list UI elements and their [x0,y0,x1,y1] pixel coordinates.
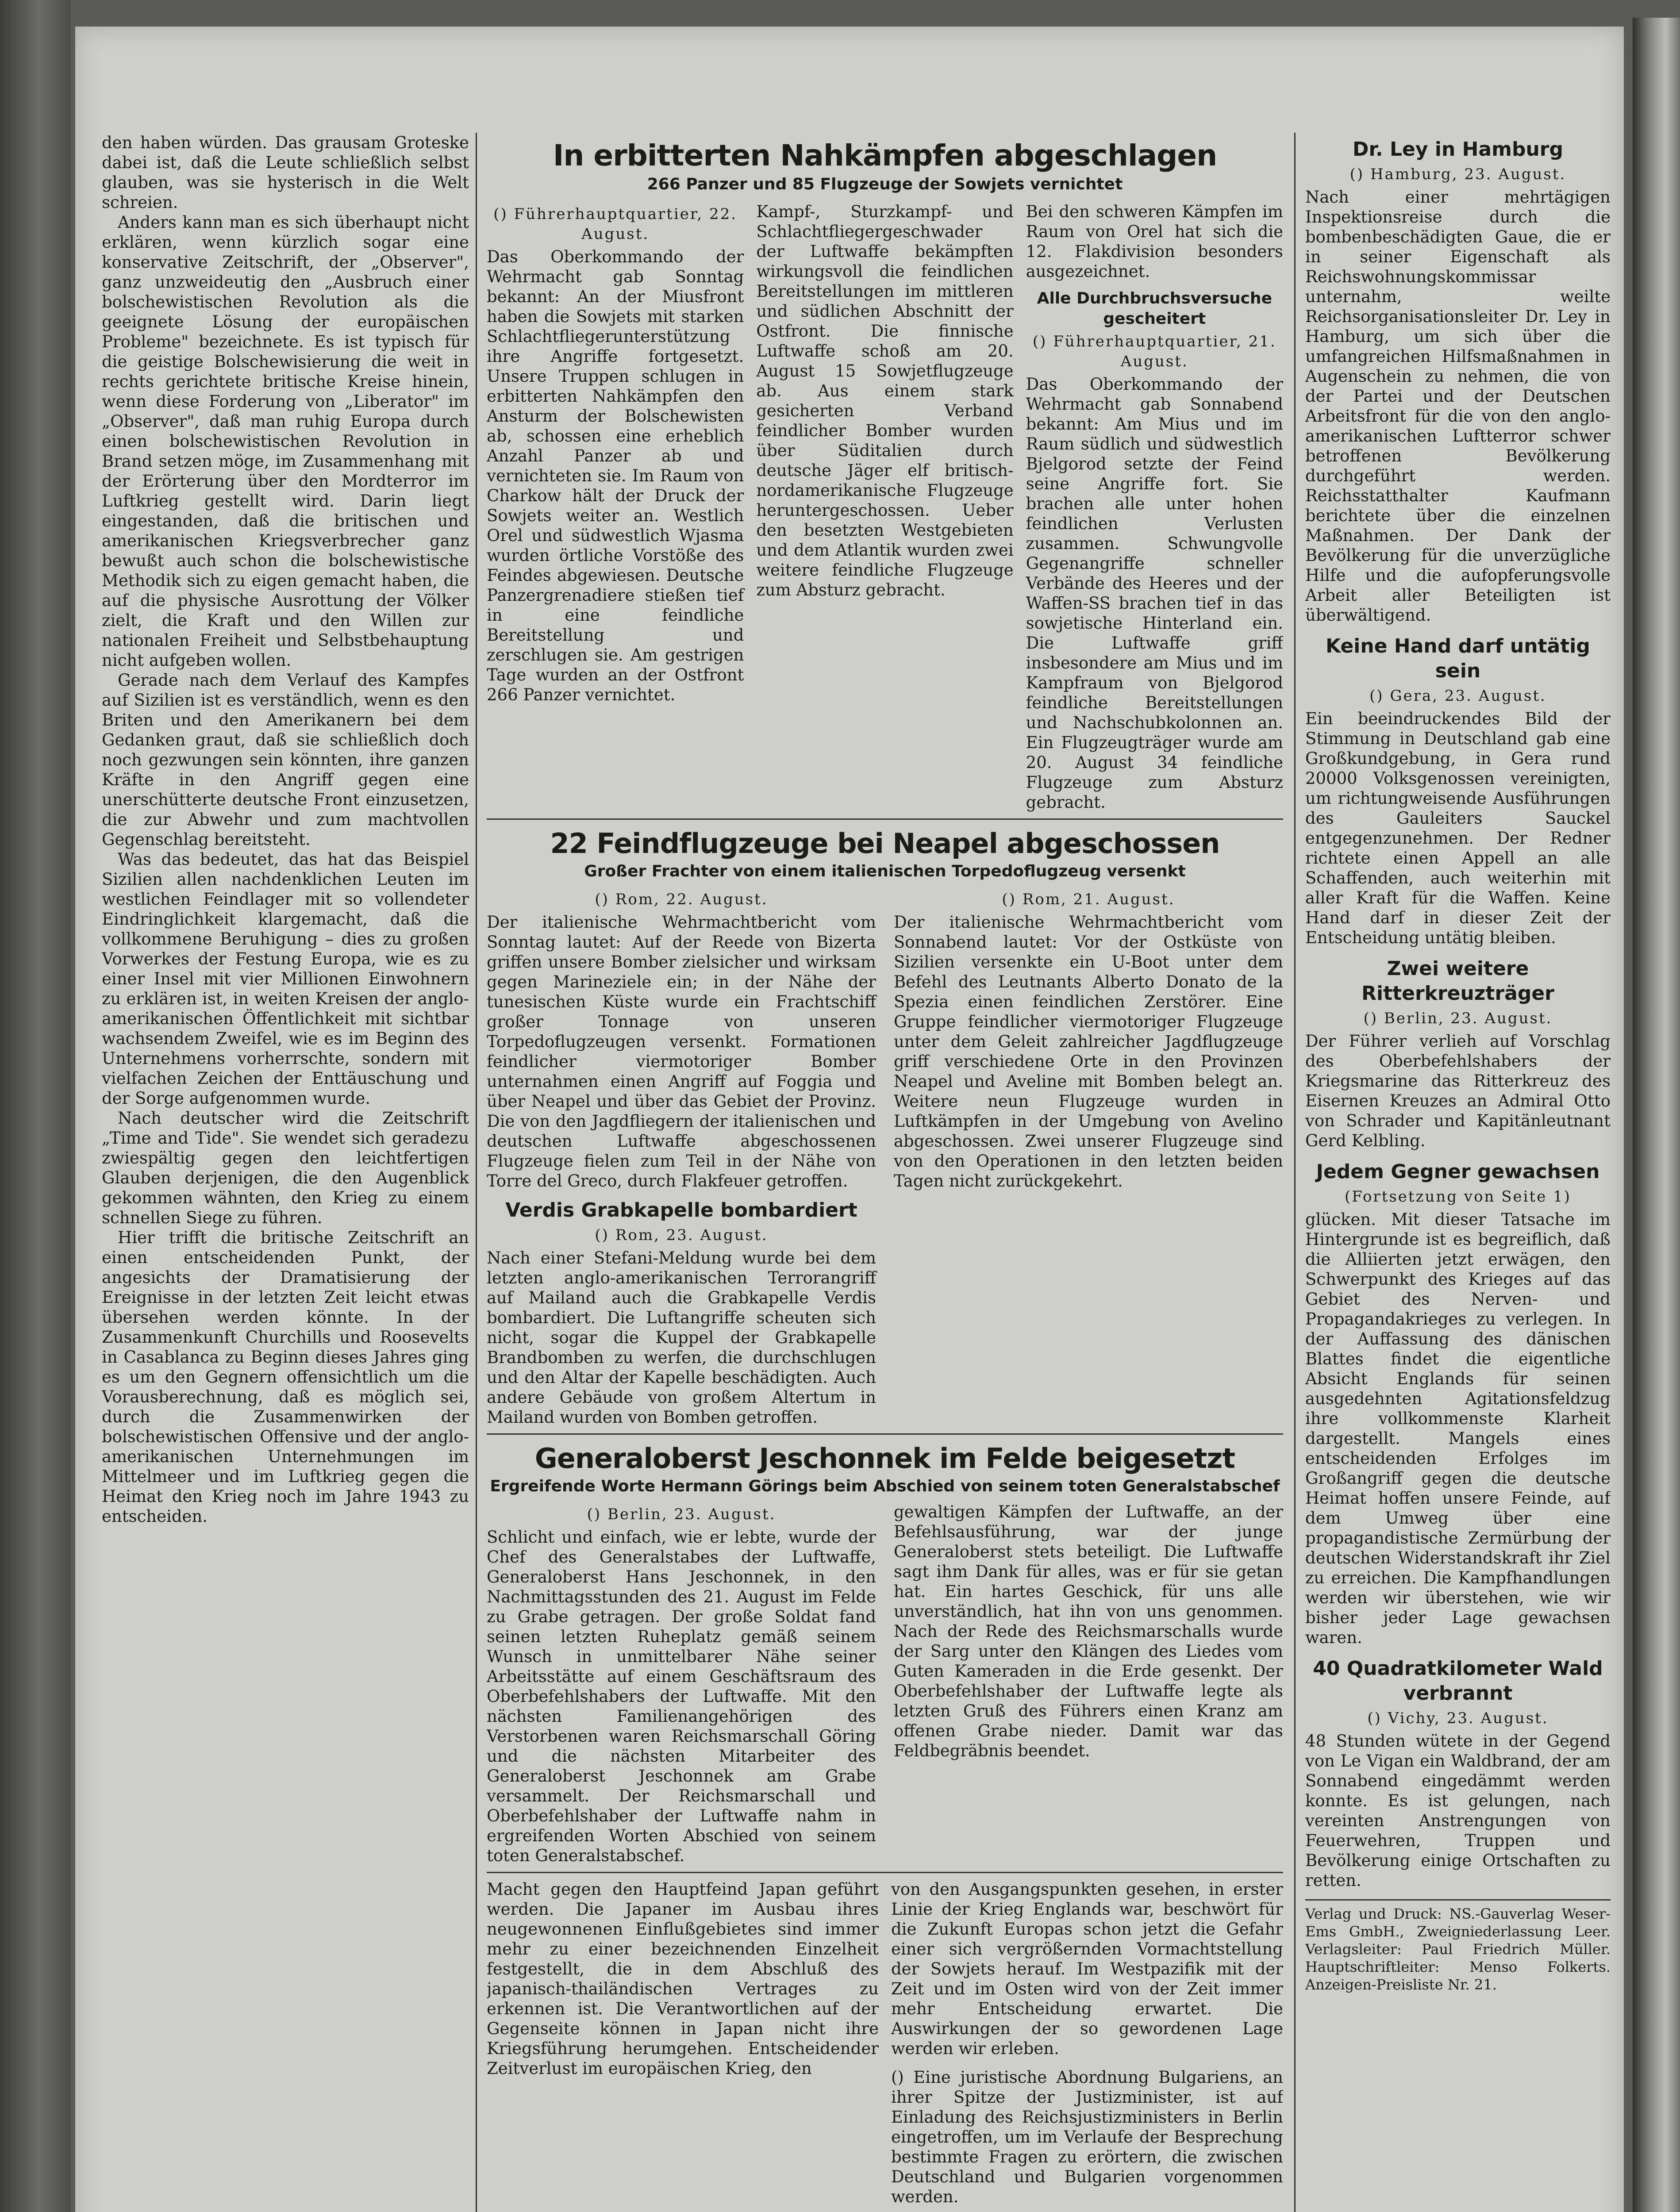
article-text: Der Führer verlieh auf Vorschlag des Oberbefehlshabers der Kriegsmarine das Ritterkreuz des Eisernen Kreuzes an Admiral Otto von Schrader und Kapitänleutnant Gerd Kelbling. [1305,1032,1611,1150]
headline-wald: 40 Quadratkilometer Wald verbrannt [1313,1657,1603,1705]
article-text: Bei den schweren Kämpfen im Raum von Orel hat sich die 12. Flakdivision besonders ausgezeichnet. [1026,202,1283,281]
article-text: Das Oberkommando der Wehrmacht gab Sonntag bekannt: An der Miusfront haben die Sowjets mit starken Schlachtfliegerunterstützung ihre Angriffe fortgesetzt. Unsere Truppen schlugen in erbitterten Nahkämpfen den Ansturm der Bolschewisten ab, schossen eine erheblich Anzahl Panzer ab und vernichteten sie. Im Raum von Charkow hält der Druck der Sowjets weiter an. Westlich Orel und südwestlich Wjasma wurden örtliche Vorstöße des Feindes abgewiesen. Deutsche Panzergrenadiere stießen tief in eine feindliche Bereitstellung und zerschlugen sie. Am gestrigen Tage wurden an der Ostfront 266 Panzer vernichtet. [487,247,744,704]
section-rule [487,818,1283,820]
article-text: von den Ausgangspunkten gesehen, in erster Linie der Krieg Englands war, beschwört für die Zukunft Europas schon jetzt die Gefahr einer sich vergrößernden Vormachtstellung der Sowjets herauf. Im Westpazifik mit der Zeit und im Osten wird von der Zeit immer mehr Entscheidung erwartet. Die Auswirkungen der so gewordenen Lage werden wir erleben. [891,1880,1283,2058]
headline-neapel: 22 Feindflugzeuge bei Neapel abgeschossen [550,827,1220,860]
article-text: Kampf-, Sturzkampf- und Schlachtfliegergeschwader der Luftwaffe bekämpften wirkungsvoll die feindlichen Bereitstellungen im mittleren und südlichen Abschnitt der Ostfront. Die finnische Luftwaffe schoß am 20. August 15 Sowjetflugzeuge ab. Aus einem stark gesicherten Verband feindlicher Bomber wurden über Süditalien durch deutsche Jäger elf britisch-nordamerikanische Flugzeuge heruntergeschossen. Ueber den besetzten Westgebieten und dem Atlantik wurden zwei weitere feindliche Flugzeuge zum Absturz gebracht. [756,202,1014,599]
imprint: Verlag und Druck: NS.-Gauverlag Weser-Ems GmbH., Zweigniederlassung Leer. Verlagsleiter: Paul Friedrich Müller. Hauptschriftleiter: Menso Folkerts. Anzeigen-Preisliste Nr. 21. [1305,1899,1611,1993]
column-rule [1294,133,1296,2212]
dateline: () Rom, 21. August. [1002,891,1175,908]
headline-nahkaempfe: In erbitterten Nahkämpfen abgeschlagen [553,138,1217,173]
headline-jeschonnek: Generaloberst Jeschonnek im Felde beigesetzt [534,1442,1235,1475]
left-paragraph: Nach deutscher wird die Zeitschrift „Time and Tide". Sie wendet sich geradezu zwiespältig gegen den leichtfertigen Glauben derjenigen, die den Augenblick gekommen wähnten, den Krieg zu einem schnellen Siege zu führen. [102,1109,469,1227]
subhead-durchbruch: Alle Durchbruchsversuche gescheitert [1037,289,1272,328]
section-rule [487,1872,1283,1873]
article-text: Der italienische Wehrmachtbericht vom Sonnabend lautet: Vor der Ostküste von Sizilien versenkte ein U-Boot unter dem Befehl des Leutnants Alberto Donato de la Spezia einen feindlichen Zerstörer. Eine Gruppe feindlicher viermotoriger Flugzeuge unter dem Geleit zahlreicher Jagdflugzeuge griff verschiedene Orte in den Provinzen Neapel und Aveline mit Bomben belegt an. Weitere neun Flugzeuge wurden in Luftkämpfen in der Umgebung von Avelino abgeschossen. Zwei unserer Flugzeuge sind von den Operationen in den letzten beiden Tagen nicht zurückgekehrt. [894,913,1283,1190]
column-rule [476,133,477,2212]
dateline: () Rom, 22. August. [595,891,768,908]
right-column [1305,137,1611,2212]
left-paragraph: Was das bedeutet, das hat das Beispiel Sizilien allen nachdenklichen Leuten im westlichen Feindlager mit so vollendeter Eindringlichkeit klargemacht, daß die vollkommene Beruhigung – dies zu großen Vorwerkes der Festung Europa, wie es zu einer Insel mit vier Millionen Einwohnern zu erklären ist, in weiten Kreisen der anglo-amerikanischen Öffentlichkeit mit sichtbar wachsendem Zweifel, wie es im Beginn des Unternehmens vorherrschte, sondern mit vielfachen Zeichen der Enttäuschung und der Sorge aufgenommen wurde. [102,850,469,1108]
article-text: Nach einer Stefani-Meldung wurde bei dem letzten anglo-amerikanischen Terrorangriff auf Mailand auch die Grabkapelle Verdis bombardiert. Die Luftangriffe scheuten sich nicht, sogar die Kuppel der Grabkapelle Brandbomben zu werfen, die durchschlugen und den Altar der Kapelle beschädigten. Auch andere Gebäude von großem Altertum in Mailand wurden von Bomben getroffen. [487,1248,876,1427]
left-column [102,133,469,2212]
dateline: () Führerhauptquartier, 21. August. [1032,333,1276,370]
headline-hand: Keine Hand darf untätig sein [1326,635,1590,682]
left-paragraph: Gerade nach dem Verlauf des Kampfes auf Sizilien ist es verständlich, wenn es den Briten und den Amerikanern bei dem Gedanken graut, daß sie schließlich doch noch gezwungen sein könnten, ihre ganzen Kräfte in den Angriff gegen eine unerschütterte deutsche Front einzusetzen, die zur Abwehr und zum machtvollen Gegenschlag bereitsteht. [102,671,469,849]
binder-strip [0,0,71,2212]
subhead-panzer: 266 Panzer und 85 Flugzeuge der Sowjets vernichtet [647,175,1123,193]
dateline: () Gera, 23. August. [1369,687,1546,705]
page-edge [1633,18,1680,2212]
dateline: () Hamburg, 23. August. [1349,165,1566,183]
section-rule [487,1433,1283,1435]
headline-gegner: Jedem Gegner gewachsen [1316,1160,1600,1183]
subhead-verdi: Verdis Grabkapelle bombardiert [505,1199,857,1221]
article-text: Der italienische Wehrmachtbericht vom Sonntag lautet: Auf der Reede von Bizerta griffen unsere Bomber zielsicher und wirksam gegen Marineziele ein; in der Nähe der tunesischen Küste wurde ein Frachtschiff großer Tonnage von unseren Torpedoflugzeugen versenkt. Formationen feindlicher viermotoriger Bomber unternahmen einen Angriff auf Foggia und über Neapel und über das Gebiet der Provinz. Die von den Jagdfliegern der italienischen und deutschen Luftwaffe abgeschossenen Flugzeuge fielen zum Teil in der Nähe von Torre del Greco, durch Flakfeuer getroffen. [487,913,876,1190]
article-text: glücken. Mit dieser Tatsache im Hintergrunde ist es begreiflich, daß die Alliierten jetzt erwägen, den Schwerpunkt des Krieges auf das Gebiet des Nerven- und Propagandakrieges zu verlegen. In der Auffassung des dänischen Blattes findet die eigentliche Absicht Englands für seinen ausgedehnten Agitationsfeldzug ihre vollkommenste Klarheit dargestellt. Mangels eines entscheidenden Erfolges im Großangriff gegen die deutsche Heimat hoffen unsere Feinde, auf dem Umweg über eine propagandistische Zermürbung der deutschen Widerstandskraft ihr Ziel zu erreichen. Die Kampfhandlungen werden wir überstehen, wie wir bisher jeder Lage gewachsen waren. [1305,1210,1611,1647]
dateline: () Berlin, 23. August. [587,1505,776,1523]
left-paragraph: den haben würden. Das grausam Groteske dabei ist, daß die Leute schließlich selbst glauben, was sie hysterisch in die Welt schreien. [102,133,469,212]
article-text: Schlicht und einfach, wie er lebte, wurde der Chef des Generalstabes der Luftwaffe, Generaloberst Hans Jeschonnek, in den Nachmittagsstunden des 21. August im Felde zu Grabe getragen. Der große Soldat fand seinen letzten Ruheplatz gemäß seinem Wunsch in unmittelbarer Nähe seiner Arbeitsstätte auf einem Geschäftsraum des Oberbefehlshabers der Luftwaffe. Mit den nächsten Familienangehörigen des Verstorbenen waren Reichsmarschall Göring und die nächsten Mitarbeiter des Generaloberst Jeschonnek am Grabe versammelt. Der Reichsmarschall und Oberbefehlshaber der Luftwaffe nahm in ergreifenden Worten Abschied von seinem toten Generalstabschef. [487,1528,876,1865]
left-paragraph: Hier trifft die britische Zeitschrift an einen entscheidenden Punkt, der angesichts der Dramatisierung der Ereignisse in der letzten Zeit leicht etwas übersehen werden könnte. In der Zusammenkunft Churchills und Roosevelts in Casablanca zu Beginn dieses Jahres ging es um den Gegnern offensichtlich um die Vorausberechnung, daß es möglich sei, durch die Zusammenwirken der bolschewistischen Offensive und der anglo-amerikanischen Unternehmungen im Mittelmeer und im Luftkrieg gegen die Heimat den Krieg noch im Jahre 1943 zu entscheiden. [102,1228,469,1526]
article-text: Nach einer mehrtägigen Inspektionsreise durch die bombenbeschädigten Gaue, die er in seiner Eigenschaft als Reichswohnungskommissar unternahm, weilte Reichsorganisationsleiter Dr. Ley in Hamburg, um sich über die umfangreichen Hilfsmaßnahmen in Augenschein zu nehmen, die von der Partei und der Deutschen Arbeitsfront für die von den anglo-amerikanischen Luftterror schwer betroffenen Bevölkerung durchgeführt werden. Reichsstatthalter Kaufmann berichtete über die einzelnen Maßnahmen. Der Dank der Bevölkerung für die unverzügliche Hilfe und die aufopferungsvolle Arbeit aller Beteiligten ist überwältigend. [1305,188,1611,625]
dateline: () Rom, 23. August. [595,1226,768,1244]
middle-section [487,137,1283,2212]
subhead-goering: Ergreifende Worte Hermann Görings beim Abschied von seinem toten Generalstabschef [490,1477,1280,1495]
left-paragraph: Anders kann man es sich überhaupt nicht erklären, wenn kürzlich sogar eine konservative Zeitschrift, der „Observer", ganz unzweideutig den „Ausbruch einer bolschewistischen Revolution als die geeignete Lösung der europäischen Probleme" bezeichnete. Es ist typisch für die geistige Bolschewisierung die weit in rechts gerichtete britische Kreise hinein, wenn diese Forderung von „Liberator" im „Observer", daß man ruhig Europa durch einen bolschewistischen Revolution in Brand setzen möge, im Zusammenhang mit der Erörterung über den Mordterror im Luftkrieg gestellt wird. Darin liegt eingestanden, daß die britischen und amerikanischen Kriegsverbrecher ganz bewußt auch schon die bolschewistische Methodik sich zu eigen gemacht haben, die auf die physische Ausrottung der Völker zielt, die Kraft und den Willen zur nationalen Freiheit und Selbstbehauptung nicht aufgeben wollen. [102,213,469,670]
article-text: Macht gegen den Hauptfeind Japan geführt werden. Die Japaner im Ausbau ihres neugewonnenen Einflußgebietes sind immer mehr zu einer bezeichnenden Einzelheit festgestellt, die in dem Abschluß des japanisch-thailändischen Vertrages zu erkennen ist. Die Verantwortlichen auf der Gegenseite können in Japan nicht ihre Kriegsführung herumgehen. Entscheidender Zeitverlust im europäischen Krieg, den [487,1880,879,2078]
headline-ritterkreuz: Zwei weitere Ritterkreuzträger [1361,957,1554,1005]
dateline: () Führerhauptquartier, 22. August. [493,205,738,243]
newspaper-page [75,27,1624,2212]
subhead-frachter: Großer Frachter von einem italienischen Torpedoflugzeug versenkt [584,862,1186,880]
article-text: gewaltigen Kämpfen der Luftwaffe, an der Befehlsausführung, war der junge Generaloberst stets beteiligt. Die Luftwaffe sagt ihm Dank für alles, was er für sie getan hat. Ein hartes Geschick, für uns alle unverständlich, hat ihn von uns genommen. Nach der Rede des Reichsmarschalls wurde der Sarg unter den Klängen des Liedes vom Guten Kameraden in die Erde gesenkt. Der Oberbefehlshaber der Luftwaffe legte als letzten Gruß des Führers einen Kranz am offenen Grabe nieder. Damit war das Feldbegräbnis beendet. [894,1502,1283,1760]
continuation-note: (Fortsetzung von Seite 1) [1344,1188,1572,1206]
dateline: () Berlin, 23. August. [1363,1010,1553,1027]
article-text: 48 Stunden wütete in der Gegend von Le Vigan ein Waldbrand, der am Sonnabend eingedämmt werden konnte. Es ist gelungen, nach vereinten Anstrengungen von Feuerwehren, Truppen und Bevölkerung einige Ortschaften zu retten. [1305,1732,1611,1890]
headline-ley: Dr. Ley in Hamburg [1353,138,1563,161]
article-text: Ein beeindruckendes Bild der Stimmung in Deutschland gab eine Großkundgebung, in Gera rund 20000 Volksgenossen vereinigten, um richtungweisende Ausführungen des Gauleiters Sauckel entgegenzunehmen. Der Redner richtete einen Appell an alle Schaffenden, auch weiterhin mit aller Kraft für die Waffen. Keine Hand darf in dieser Zeit der Entscheidung untätig bleiben. [1305,709,1611,947]
article-text: Das Oberkommando der Wehrmacht gab Sonnabend bekannt: Am Mius und im Raum südlich und südwestlich Bjelgorod setzte der Feind seine Angriffe fort. Sie brachen alle unter hohen feindlichen Verlusten zusammen. Schwungvolle Gegenangriffe schneller Verbände des Heeres und der Waffen-SS brachen tief in das sowjetische Hinterland ein. Die Luftwaffe griff insbesondere am Mius und im Kampfraum von Bjelgorod feindliche Bereitstellungen und Nachschubkolonnen an. Ein Flugzeugträger wurde am 20. August 34 feindliche Flugzeuge zum Absturz gebracht. [1026,375,1283,812]
dateline: () Vichy, 23. August. [1367,1709,1549,1727]
article-text: () Eine juristische Abordnung Bulgariens, an ihrer Spitze der Justizminister, ist auf Einladung des Reichsjustizministers in Berlin eingetroffen, um im Verlaufe der Besprechung bestimmte Fragen zu erörtern, die zwischen Deutschland und Bulgarien vorgenommen werden. [891,2068,1283,2206]
